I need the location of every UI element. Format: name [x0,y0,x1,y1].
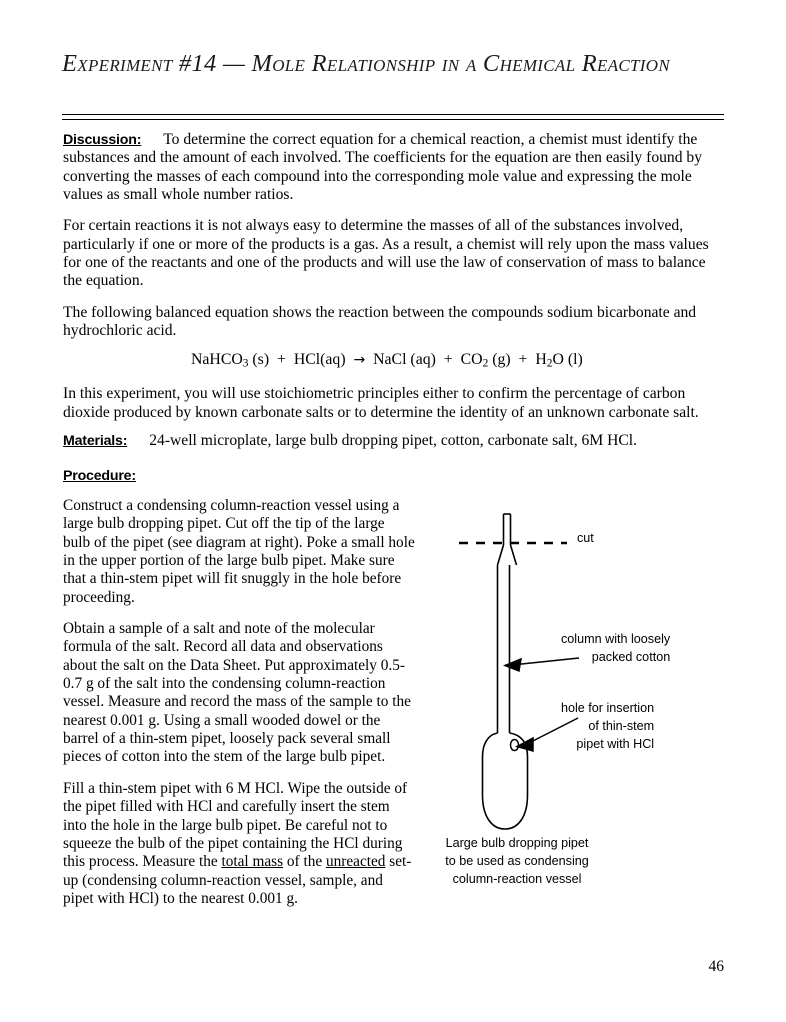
materials-line [63,432,724,450]
title-block [62,48,722,80]
procedure-step-3-underline-total-mass: total mass [221,853,284,871]
insertion-hole-icon [511,740,519,751]
equation-product-3: H [535,351,547,369]
diagram-caption-line-1: Large bulb dropping pipet [445,836,589,850]
procedure-step-3 [63,780,415,908]
procedure-step-3-part-b: of the [283,853,326,871]
pipet-diagram [415,495,755,895]
equation-product-3-rest: O (l) [552,351,583,369]
diagram-caption [417,835,617,889]
procedure-step-3-underline-unreacted: unreacted [325,853,386,871]
equation-product-2-state: (g) [488,351,511,369]
hole-callout-arrowhead [517,738,533,751]
equation-plus-2: + [443,351,453,369]
equation-plus-1: + [277,351,286,369]
diagram-label-hole-line-1: hole for insertion [561,701,655,715]
page-number: 46 [708,958,724,975]
discussion-paragraph-1 [63,131,724,204]
title-divider [62,114,724,120]
pipet-taper-right [511,545,517,565]
discussion-paragraph-1-text: To determine the correct equation for a chemical reaction, a chemist must identify the substances and the amount of each involved. The coefficients for the equation are then easily found by converting the masses of each compound into the corresponding mole value and expressing the mole values as small whole number ratios. [63,131,702,203]
page-title: Experiment #14 — Mole Relationship in a Chemical Reaction [62,50,670,77]
procedure-section-heading [63,467,724,485]
equation-product-3-subscript: 2 [546,357,553,370]
procedure-step-1: Construct a condensing column-reaction vessel using a large bulb dropping pipet. Cut off the tip of the large bulb of the pipet (see diagram at right). Poke a small hole in the upper portion of the large bulb pipet. Make sure that a thin-stem pipet will fit snuggly in the hole before proceeding. [63,497,415,606]
discussion-paragraph-3: The following balanced equation shows the reaction between the compounds sodium bicarbonate and hydrochloric acid. [63,303,697,339]
procedure-step-3-part-c: set-up (condensing column-reaction vessel, sample, and pipet with HCl) to the nearest 0.001 g. [63,853,412,907]
equation-reactant-1: NaHCO [191,351,243,369]
materials-heading: Materials: [63,433,128,449]
equation-reactant-2: HCl(aq) [293,351,346,369]
discussion-heading: Discussion: [63,132,142,148]
discussion-paragraph-4: In this experiment, you will use stoichiometric principles either to confirm the percentage of carbon dioxide produced by known carbonate salts or to determine the identity of an unknown carbonate salt. [63,385,699,421]
chemical-equation [63,350,724,371]
diagram-label-hole-line-2: of thin-stem [588,718,655,733]
equation-reactant-1-state: (s) [248,351,270,369]
materials-text: 24-well microplate, large bulb dropping pipet, cotton, carbonate salt, 6M HCl. [149,432,638,449]
diagram-label-column-line-2: packed cotton [591,649,671,664]
equation-plus-3: + [518,351,528,369]
equation-product-1: NaCl (aq) [373,351,436,369]
procedure-step-2: Obtain a sample of a salt and note of the molecular formula of the salt. Record all data and observations about the salt on the Data Sheet. Put approximately 0.5-0.7 g of the salt into the condensing column-reaction vessel. Measure and record the mass of the sample to the nearest 0.001 g. Using a small wooded dowel or the barrel of a thin-stem pipet, loosely pack several small pieces of cotton into the stem of the large bulb pipet. [63,620,411,766]
column-callout-arrowhead [505,659,521,671]
diagram-label-hole-line-3: pipet with HCl [576,736,655,751]
procedure-steps [63,497,415,921]
pipet-taper-left [498,545,504,565]
procedure-heading: Procedure: [63,468,136,484]
diagram-label-column-line-1: column with loosely [561,632,671,646]
materials-section [63,432,724,463]
diagram-caption-line-2: to be used as condensing [445,853,589,868]
discussion-section [63,131,724,435]
diagram-label-cut: cut [577,531,594,545]
equation-arrow-icon: → [353,352,366,369]
diagram-label-column [561,631,670,667]
equation-product-2: CO [460,351,483,369]
diagram-label-hole [561,700,654,754]
equation-product-2-subscript: 2 [482,357,489,370]
diagram-caption-line-3: column-reaction vessel [452,871,582,886]
procedure-step-3-part-a: Fill a thin-stem pipet with 6 M HCl. Wipe the outside of the pipet filled with HCl and carefully insert the stem into the hole in the large bulb pipet. Be careful not to squeeze the bulb of the pipet containing the HCl during this process. Measure the [63,779,408,871]
equation-reactant-1-subscript: 3 [242,357,249,370]
discussion-paragraph-2: For certain reactions it is not always easy to determine the masses of all of the substances involved, particularly if one or more of the products is a gas. As a result, a chemist will rely upon the mass values for one of the reactants and one of the products and will use the law of conservation of mass to balance the equation. [63,217,709,290]
